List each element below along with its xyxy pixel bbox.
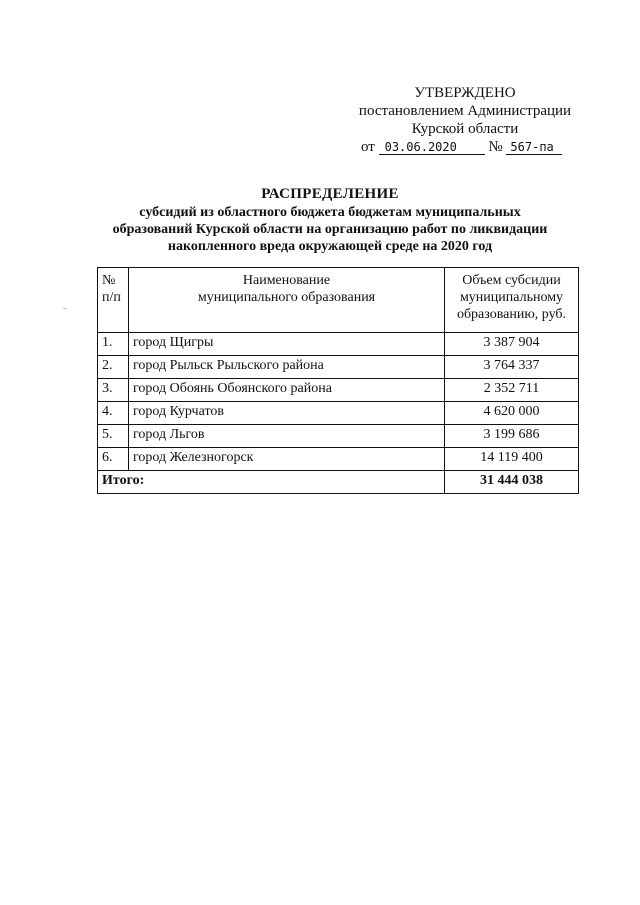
row-amount: 4 620 000 [445, 402, 579, 425]
title-line-2: образований Курской области на организацию работ по ликвидации [112, 222, 548, 237]
row-number: 2. [98, 356, 129, 379]
row-municipality: город Рыльск Рыльского района [129, 356, 445, 379]
approval-line-2: Курской области [411, 121, 519, 137]
header-number-line-1: № [102, 273, 116, 288]
approval-stamp: УТВЕРЖДЕНО [414, 85, 516, 101]
approval-date-number-line [345, 138, 585, 156]
row-number: 1. [98, 333, 129, 356]
approval-line-1: постановлением Администрации [358, 103, 572, 119]
from-label: от [361, 139, 375, 155]
row-municipality: город Щигры [129, 333, 445, 356]
row-number: 6. [98, 448, 129, 471]
number-label: № [488, 139, 503, 155]
table-row [98, 356, 579, 379]
document-title [80, 186, 580, 255]
table-row [98, 448, 579, 471]
table-row [98, 333, 579, 356]
row-amount: 3 764 337 [445, 356, 579, 379]
row-amount: 2 352 711 [445, 379, 579, 402]
total-amount: 31 444 038 [445, 471, 579, 494]
table-row [98, 402, 579, 425]
title-line-3: накопленного вреда окружающей среде на 2020 год [167, 239, 493, 254]
header-number [98, 268, 129, 333]
table-row [98, 425, 579, 448]
header-name-line-2: муниципального образования [197, 290, 376, 305]
title-main: РАСПРЕДЕЛЕНИЕ [261, 186, 399, 202]
title-line-1: субсидий из областного бюджета бюджетам муниципальных [139, 205, 521, 220]
row-municipality: город Курчатов [129, 402, 445, 425]
row-municipality: город Железногорск [129, 448, 445, 471]
approval-number: 567-па [506, 140, 562, 155]
header-amount-line-3: образованию, руб. [456, 307, 567, 322]
row-amount: 3 387 904 [445, 333, 579, 356]
header-amount-line-1: Объем субсидии [462, 273, 561, 288]
header-name [129, 268, 445, 333]
header-number-line-2: п/п [102, 290, 121, 305]
distribution-table [97, 267, 579, 494]
margin-mark [63, 308, 67, 309]
row-amount: 3 199 686 [445, 425, 579, 448]
header-name-line-1: Наименование [242, 273, 331, 288]
row-number: 5. [98, 425, 129, 448]
approval-block [345, 84, 585, 156]
table-header-row [98, 268, 579, 333]
row-number: 3. [98, 379, 129, 402]
row-amount: 14 119 400 [445, 448, 579, 471]
row-municipality: город Льгов [129, 425, 445, 448]
header-amount [445, 268, 579, 333]
table-row [98, 379, 579, 402]
total-row [98, 471, 579, 494]
row-municipality: город Обоянь Обоянского района [129, 379, 445, 402]
header-amount-line-2: муниципальному [459, 290, 564, 305]
total-label: Итого: [98, 471, 445, 494]
approval-date: 03.06.2020 [379, 140, 485, 155]
row-number: 4. [98, 402, 129, 425]
